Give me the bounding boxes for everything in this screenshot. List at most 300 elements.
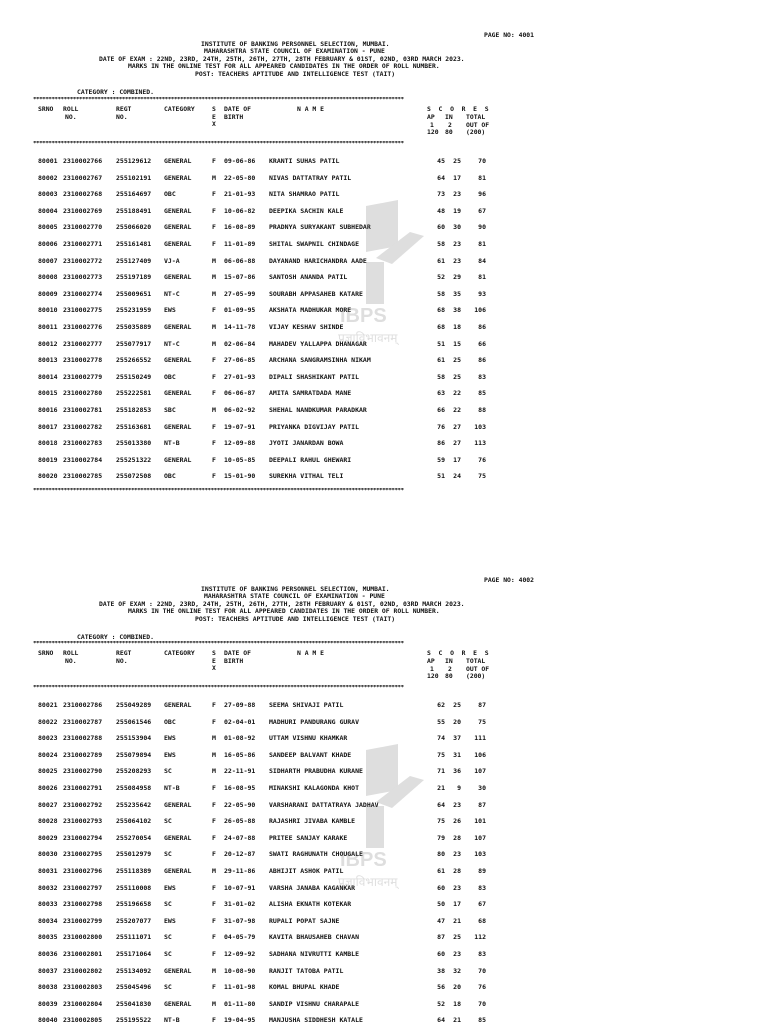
sex-cell: F xyxy=(212,900,216,909)
in-score-cell: 28 xyxy=(453,833,461,842)
name-cell: DEEPIKA SACHIN KALE xyxy=(269,206,344,215)
name-cell: SANTOSH ANANDA PATIL xyxy=(269,273,348,282)
dob-cell: 14-11-78 xyxy=(224,323,256,331)
in-score-cell: 36 xyxy=(453,767,461,776)
roll-no-cell: 2310002785 xyxy=(63,472,103,481)
category-cell: NT-B xyxy=(164,439,180,448)
header-institute: INSTITUTE OF BANKING PERSONNEL SELECTION, MUMBAI. xyxy=(201,40,390,48)
srno-cell: 80031 xyxy=(38,867,58,875)
srno-cell: 80028 xyxy=(38,817,58,826)
roll-no-cell: 2310002786 xyxy=(63,701,103,709)
name-cell: SEEMA SHIVAJI PATIL xyxy=(269,701,344,709)
regt-no-cell: 255182853 xyxy=(116,406,152,414)
category-cell: GENERAL xyxy=(164,422,192,431)
category-cell: NT-B xyxy=(164,784,180,792)
sex-cell: M xyxy=(212,767,216,776)
regt-no-cell: 255153904 xyxy=(116,734,152,743)
ap-score-cell: 64 xyxy=(437,173,445,182)
header-exam-dates: DATE OF EXAM : 22ND, 23RD, 24TH, 25TH, 26TH, 27TH, 28TH FEBRUARY & 01ST, 02ND, 03RD MARCH 2023. xyxy=(99,55,465,63)
regt-no-cell: 255118389 xyxy=(116,867,152,875)
name-cell: UTTAM VISHNU KHAMKAR xyxy=(269,734,348,743)
in-score-cell: 25 xyxy=(453,372,461,381)
header-institute: INSTITUTE OF BANKING PERSONNEL SELECTION, MUMBAI. xyxy=(201,585,390,593)
category-cell: NT-C xyxy=(164,289,180,298)
category-cell: GENERAL xyxy=(164,389,192,398)
srno-cell: 80027 xyxy=(38,800,58,809)
sex-cell: F xyxy=(212,206,216,215)
ap-score-cell: 48 xyxy=(437,206,445,215)
sex-cell: F xyxy=(212,157,216,165)
name-cell: VIJAY KESHAV SHINDE xyxy=(269,323,344,331)
in-score-cell: 17 xyxy=(453,455,461,464)
col-roll: ROLL NO. xyxy=(63,649,79,665)
dob-cell: 10-06-82 xyxy=(224,206,256,215)
sex-cell: F xyxy=(212,1016,216,1025)
name-cell: DAYANAND HARICHANDRA AADE xyxy=(269,256,367,265)
col-ap: AP 1 120 xyxy=(427,113,439,137)
roll-no-cell: 2310002805 xyxy=(63,1016,103,1025)
header-post: POST: TEACHERS APTITUDE AND INTELLIGENCE TEST (TAIT) xyxy=(195,70,396,78)
dob-cell: 09-06-86 xyxy=(224,157,256,165)
in-score-cell: 35 xyxy=(453,289,461,298)
srno-cell: 80001 xyxy=(38,157,58,165)
regt-no-cell: 255079894 xyxy=(116,750,152,759)
category-cell: GENERAL xyxy=(164,323,192,331)
srno-cell: 80011 xyxy=(38,323,58,331)
total-score-cell: 106 xyxy=(474,306,486,315)
srno-cell: 80022 xyxy=(38,717,58,726)
category-label: CATEGORY : COMBINED. xyxy=(77,88,154,96)
roll-no-cell: 2310002776 xyxy=(63,323,103,331)
dob-cell: 22-05-80 xyxy=(224,173,256,182)
ap-score-cell: 76 xyxy=(437,422,445,431)
ap-score-cell: 86 xyxy=(437,439,445,448)
total-score-cell: 70 xyxy=(478,157,486,165)
category-cell: SC xyxy=(164,850,172,859)
roll-no-cell: 2310002774 xyxy=(63,289,103,298)
in-score-cell: 9 xyxy=(457,784,461,792)
dob-cell: 24-07-88 xyxy=(224,833,256,842)
ap-score-cell: 60 xyxy=(437,950,445,958)
regt-no-cell: 255064102 xyxy=(116,817,152,826)
total-score-cell: 67 xyxy=(478,206,486,215)
ap-score-cell: 56 xyxy=(437,983,445,992)
sex-cell: M xyxy=(212,750,216,759)
dob-cell: 27-01-93 xyxy=(224,372,256,381)
ap-score-cell: 73 xyxy=(437,190,445,199)
regt-no-cell: 255188491 xyxy=(116,206,152,215)
total-score-cell: 106 xyxy=(474,750,486,759)
ap-score-cell: 52 xyxy=(437,273,445,282)
regt-no-cell: 255222581 xyxy=(116,389,152,398)
dob-cell: 02-04-01 xyxy=(224,717,256,726)
srno-cell: 80015 xyxy=(38,389,58,398)
ap-score-cell: 68 xyxy=(437,323,445,331)
regt-no-cell: 255110008 xyxy=(116,883,152,892)
ap-score-cell: 51 xyxy=(437,472,445,481)
srno-cell: 80034 xyxy=(38,916,58,925)
sex-cell: M xyxy=(212,273,216,282)
total-score-cell: 70 xyxy=(478,999,486,1008)
in-score-cell: 24 xyxy=(453,472,461,481)
roll-no-cell: 2310002777 xyxy=(63,339,103,348)
name-cell: RANJIT TATOBA PATIL xyxy=(269,966,344,975)
sex-cell: F xyxy=(212,372,216,381)
in-score-cell: 21 xyxy=(453,1016,461,1025)
col-total: TOTAL OUT OF (200) xyxy=(466,657,490,681)
ap-score-cell: 60 xyxy=(437,883,445,892)
roll-no-cell: 2310002780 xyxy=(63,389,103,398)
col-total: TOTAL OUT OF (200) xyxy=(466,113,490,137)
ap-score-cell: 75 xyxy=(437,750,445,759)
sex-cell: M xyxy=(212,999,216,1008)
name-cell: SIDHARTH PRABUDHA KURANE xyxy=(269,767,363,776)
total-score-cell: 81 xyxy=(478,173,486,182)
in-score-cell: 23 xyxy=(453,850,461,859)
category-cell: OBC xyxy=(164,372,176,381)
regt-no-cell: 255061546 xyxy=(116,717,152,726)
total-score-cell: 83 xyxy=(478,372,486,381)
dob-cell: 04-05-79 xyxy=(224,933,256,942)
roll-no-cell: 2310002769 xyxy=(63,206,103,215)
srno-cell: 80009 xyxy=(38,289,58,298)
ap-score-cell: 47 xyxy=(437,916,445,925)
regt-no-cell: 255196658 xyxy=(116,900,152,909)
header-exam-dates: DATE OF EXAM : 22ND, 23RD, 24TH, 25TH, 26TH, 27TH, 28TH FEBRUARY & 01ST, 02ND, 03RD MARCH 2023. xyxy=(99,600,465,608)
total-score-cell: 68 xyxy=(478,916,486,925)
watermark-logo-text: IBPS xyxy=(340,305,387,327)
category-cell: GENERAL xyxy=(164,206,192,215)
roll-no-cell: 2310002794 xyxy=(63,833,103,842)
name-cell: KAVITA BHAUSAHEB CHAVAN xyxy=(269,933,360,942)
roll-no-cell: 2310002804 xyxy=(63,999,103,1008)
name-cell: VARSHARANI DATTATRAYA JADHAV xyxy=(269,800,379,809)
roll-no-cell: 2310002779 xyxy=(63,372,103,381)
dob-cell: 06-06-87 xyxy=(224,389,256,398)
total-score-cell: 76 xyxy=(478,455,486,464)
name-cell: RAJASHRI JIVABA KAMBLE xyxy=(269,817,356,826)
ap-score-cell: 51 xyxy=(437,339,445,348)
category-cell: GENERAL xyxy=(164,273,192,282)
sex-cell: M xyxy=(212,173,216,182)
name-cell: AMITA SAMRATDADA MANE xyxy=(269,389,352,398)
name-cell: SUREKHA VITHAL TELI xyxy=(269,472,344,481)
dob-cell: 19-04-95 xyxy=(224,1016,256,1025)
report-header xyxy=(0,585,768,649)
category-cell: EWS xyxy=(164,306,176,315)
sex-cell: F xyxy=(212,883,216,892)
roll-no-cell: 2310002789 xyxy=(63,750,103,759)
sex-cell: F xyxy=(212,190,216,199)
regt-no-cell: 255207077 xyxy=(116,916,152,925)
dob-cell: 15-01-90 xyxy=(224,472,256,481)
separator-line: ************************************************************************************************************************* xyxy=(33,685,404,691)
total-score-cell: 86 xyxy=(478,356,486,365)
dob-cell: 11-01-89 xyxy=(224,240,256,248)
in-score-cell: 20 xyxy=(453,717,461,726)
regt-no-cell: 255111071 xyxy=(116,933,152,942)
total-score-cell: 96 xyxy=(478,190,486,199)
name-cell: ABHIJIT ASHOK PATIL xyxy=(269,867,344,875)
ap-score-cell: 58 xyxy=(437,240,445,248)
sex-cell: F xyxy=(212,389,216,398)
total-score-cell: 81 xyxy=(478,240,486,248)
ap-score-cell: 50 xyxy=(437,900,445,909)
roll-no-cell: 2310002782 xyxy=(63,422,103,431)
col-sex: S E X xyxy=(212,105,216,129)
total-score-cell: 112 xyxy=(474,933,486,942)
dob-cell: 10-07-91 xyxy=(224,883,256,892)
roll-no-cell: 2310002767 xyxy=(63,173,103,182)
col-in: IN 2 80 xyxy=(445,113,453,137)
name-cell: MADHURI PANDURANG GURAV xyxy=(269,717,360,726)
total-score-cell: 85 xyxy=(478,389,486,398)
roll-no-cell: 2310002795 xyxy=(63,850,103,859)
regt-no-cell: 255231959 xyxy=(116,306,152,315)
name-cell: ARCHANA SANGRAMSINHA NIKAM xyxy=(269,356,371,365)
dob-cell: 19-07-91 xyxy=(224,422,256,431)
dob-cell: 22-11-91 xyxy=(224,767,256,776)
dob-cell: 26-05-88 xyxy=(224,817,256,826)
total-score-cell: 103 xyxy=(474,422,486,431)
regt-no-cell: 255045496 xyxy=(116,983,152,992)
total-score-cell: 66 xyxy=(478,339,486,348)
sex-cell: F xyxy=(212,800,216,809)
col-name: N A M E xyxy=(297,105,324,113)
col-in: IN 2 80 xyxy=(445,657,453,681)
total-score-cell: 87 xyxy=(478,800,486,809)
in-score-cell: 28 xyxy=(453,867,461,875)
sex-cell: F xyxy=(212,439,216,448)
col-dob: DATE OF BIRTH xyxy=(224,649,251,665)
name-cell: SOURABH APPASAHEB KATARE xyxy=(269,289,363,298)
name-cell: PRADNYA SURYAKANT SUBHEDAR xyxy=(269,223,371,232)
roll-no-cell: 2310002792 xyxy=(63,800,103,809)
category-cell: EWS xyxy=(164,883,176,892)
total-score-cell: 88 xyxy=(478,406,486,414)
col-scores: S C O R E S xyxy=(427,105,489,113)
separator-line: ************************************************************************************************************************* xyxy=(33,97,404,103)
dob-cell: 27-09-88 xyxy=(224,701,256,709)
in-score-cell: 18 xyxy=(453,999,461,1008)
roll-no-cell: 2310002799 xyxy=(63,916,103,925)
ap-score-cell: 52 xyxy=(437,999,445,1008)
srno-cell: 80018 xyxy=(38,439,58,448)
category-cell: GENERAL xyxy=(164,223,192,232)
in-score-cell: 27 xyxy=(453,439,461,448)
ap-score-cell: 61 xyxy=(437,356,445,365)
category-cell: OBC xyxy=(164,717,176,726)
category-cell: OBC xyxy=(164,190,176,199)
sex-cell: F xyxy=(212,817,216,826)
col-dob: DATE OF BIRTH xyxy=(224,105,251,121)
total-score-cell: 83 xyxy=(478,883,486,892)
category-cell: SC xyxy=(164,900,172,909)
category-cell: GENERAL xyxy=(164,800,192,809)
category-cell: GENERAL xyxy=(164,999,192,1008)
roll-no-cell: 2310002791 xyxy=(63,784,103,792)
name-cell: VARSHA JANABA KAGANKAR xyxy=(269,883,356,892)
srno-cell: 80035 xyxy=(38,933,58,942)
category-cell: NT-B xyxy=(164,1016,180,1025)
ap-score-cell: 21 xyxy=(437,784,445,792)
srno-cell: 80012 xyxy=(38,339,58,348)
ap-score-cell: 87 xyxy=(437,933,445,942)
srno-cell: 80016 xyxy=(38,406,58,414)
srno-cell: 80014 xyxy=(38,372,58,381)
srno-cell: 80026 xyxy=(38,784,58,792)
dob-cell: 16-08-89 xyxy=(224,223,256,232)
dob-cell: 06-06-88 xyxy=(224,256,256,265)
sex-cell: M xyxy=(212,339,216,348)
separator-line: ************************************************************************************************************************* xyxy=(33,488,404,494)
total-score-cell: 85 xyxy=(478,1016,486,1025)
total-score-cell: 30 xyxy=(478,784,486,792)
srno-cell: 80040 xyxy=(38,1016,58,1025)
regt-no-cell: 255035889 xyxy=(116,323,152,331)
total-score-cell: 107 xyxy=(474,767,486,776)
name-cell: MAHADEV YALLAPPA DHANAGAR xyxy=(269,339,367,348)
in-score-cell: 37 xyxy=(453,734,461,743)
srno-cell: 80038 xyxy=(38,983,58,992)
in-score-cell: 23 xyxy=(453,256,461,265)
total-score-cell: 90 xyxy=(478,223,486,232)
total-score-cell: 107 xyxy=(474,833,486,842)
dob-cell: 16-05-86 xyxy=(224,750,256,759)
total-score-cell: 70 xyxy=(478,966,486,975)
ap-score-cell: 59 xyxy=(437,455,445,464)
ap-score-cell: 79 xyxy=(437,833,445,842)
srno-cell: 80029 xyxy=(38,833,58,842)
watermark-tagline: प्रज्ञाविभावनम् xyxy=(338,331,398,345)
ap-score-cell: 74 xyxy=(437,734,445,743)
name-cell: AKSHATA MADHUKAR MORE xyxy=(269,306,352,315)
srno-cell: 80005 xyxy=(38,223,58,232)
header-council: MAHARASHTRA STATE COUNCIL OF EXAMINATION - PUNE xyxy=(204,592,385,600)
sex-cell: M xyxy=(212,966,216,975)
category-cell: GENERAL xyxy=(164,173,192,182)
regt-no-cell: 255163681 xyxy=(116,422,152,431)
sex-cell: F xyxy=(212,223,216,232)
regt-no-cell: 255129612 xyxy=(116,157,152,165)
name-cell: PRITEE SANJAY KARAKE xyxy=(269,833,348,842)
name-cell: SANDEEP BALVANT KHADE xyxy=(269,750,352,759)
in-score-cell: 23 xyxy=(453,240,461,248)
sex-cell: F xyxy=(212,784,216,792)
col-category: CATEGORY xyxy=(164,649,195,657)
watermark-tagline: प्रज्ञाविभावनम् xyxy=(338,875,398,889)
category-cell: GENERAL xyxy=(164,455,192,464)
col-roll: ROLL NO. xyxy=(63,105,79,121)
regt-no-cell: 255072508 xyxy=(116,472,152,481)
in-score-cell: 22 xyxy=(453,389,461,398)
srno-cell: 80010 xyxy=(38,306,58,315)
col-name: N A M E xyxy=(297,649,324,657)
name-cell: JYOTI JANARDAN BOWA xyxy=(269,439,344,448)
total-score-cell: 67 xyxy=(478,900,486,909)
in-score-cell: 25 xyxy=(453,356,461,365)
in-score-cell: 23 xyxy=(453,190,461,199)
srno-cell: 80021 xyxy=(38,701,58,709)
srno-cell: 80003 xyxy=(38,190,58,199)
col-regt: REGT NO. xyxy=(116,105,132,121)
name-cell: DEEPALI RAHUL GHEWARI xyxy=(269,455,352,464)
dob-cell: 15-07-86 xyxy=(224,273,256,282)
roll-no-cell: 2310002803 xyxy=(63,983,103,992)
in-score-cell: 25 xyxy=(453,701,461,709)
total-score-cell: 83 xyxy=(478,950,486,958)
ap-score-cell: 62 xyxy=(437,701,445,709)
category-label: CATEGORY : COMBINED. xyxy=(77,633,154,641)
category-cell: GENERAL xyxy=(164,356,192,365)
in-score-cell: 23 xyxy=(453,800,461,809)
category-cell: SC xyxy=(164,983,172,992)
ap-score-cell: 80 xyxy=(437,850,445,859)
total-score-cell: 75 xyxy=(478,717,486,726)
roll-no-cell: 2310002770 xyxy=(63,223,103,232)
dob-cell: 29-11-86 xyxy=(224,867,256,875)
in-score-cell: 38 xyxy=(453,306,461,315)
sex-cell: F xyxy=(212,983,216,992)
sex-cell: M xyxy=(212,256,216,265)
in-score-cell: 26 xyxy=(453,817,461,826)
regt-no-cell: 255084958 xyxy=(116,784,152,792)
regt-no-cell: 255208293 xyxy=(116,767,152,776)
srno-cell: 80013 xyxy=(38,356,58,365)
col-srno: SRNO xyxy=(38,105,54,113)
in-score-cell: 23 xyxy=(453,950,461,958)
col-sex: S E X xyxy=(212,649,216,673)
category-cell: GENERAL xyxy=(164,966,192,975)
regt-no-cell: 255077917 xyxy=(116,339,152,348)
ap-score-cell: 63 xyxy=(437,389,445,398)
total-score-cell: 75 xyxy=(478,472,486,481)
roll-no-cell: 2310002781 xyxy=(63,406,103,414)
header-council: MAHARASHTRA STATE COUNCIL OF EXAMINATION - PUNE xyxy=(204,47,385,55)
sex-cell: M xyxy=(212,867,216,875)
roll-no-cell: 2310002800 xyxy=(63,933,103,942)
page-number: PAGE NO: 4002 xyxy=(483,576,534,584)
category-cell: SC xyxy=(164,933,172,942)
regt-no-cell: 255012979 xyxy=(116,850,152,859)
name-cell: NITA SHAMRAO PATIL xyxy=(269,190,340,199)
dob-cell: 16-08-95 xyxy=(224,784,256,792)
total-score-cell: 86 xyxy=(478,323,486,331)
in-score-cell: 17 xyxy=(453,900,461,909)
name-cell: MINAKSHI KALAGONDA KHOT xyxy=(269,784,360,792)
dob-cell: 11-01-98 xyxy=(224,983,256,992)
in-score-cell: 25 xyxy=(453,933,461,942)
dob-cell: 31-01-02 xyxy=(224,900,256,909)
in-score-cell: 22 xyxy=(453,406,461,414)
in-score-cell: 27 xyxy=(453,422,461,431)
in-score-cell: 17 xyxy=(453,173,461,182)
sex-cell: F xyxy=(212,422,216,431)
name-cell: RUPALI POPAT SAJNE xyxy=(269,916,340,925)
page-number: PAGE NO: 4001 xyxy=(483,31,534,39)
total-score-cell: 84 xyxy=(478,256,486,265)
ap-score-cell: 64 xyxy=(437,1016,445,1025)
dob-cell: 12-09-88 xyxy=(224,439,256,448)
roll-no-cell: 2310002798 xyxy=(63,900,103,909)
roll-no-cell: 2310002796 xyxy=(63,867,103,875)
regt-no-cell: 255164697 xyxy=(116,190,152,199)
total-score-cell: 76 xyxy=(478,983,486,992)
ap-score-cell: 38 xyxy=(437,966,445,975)
total-score-cell: 101 xyxy=(474,817,486,826)
name-cell: PRIYANKA DIGVIJAY PATIL xyxy=(269,422,360,431)
sex-cell: F xyxy=(212,356,216,365)
